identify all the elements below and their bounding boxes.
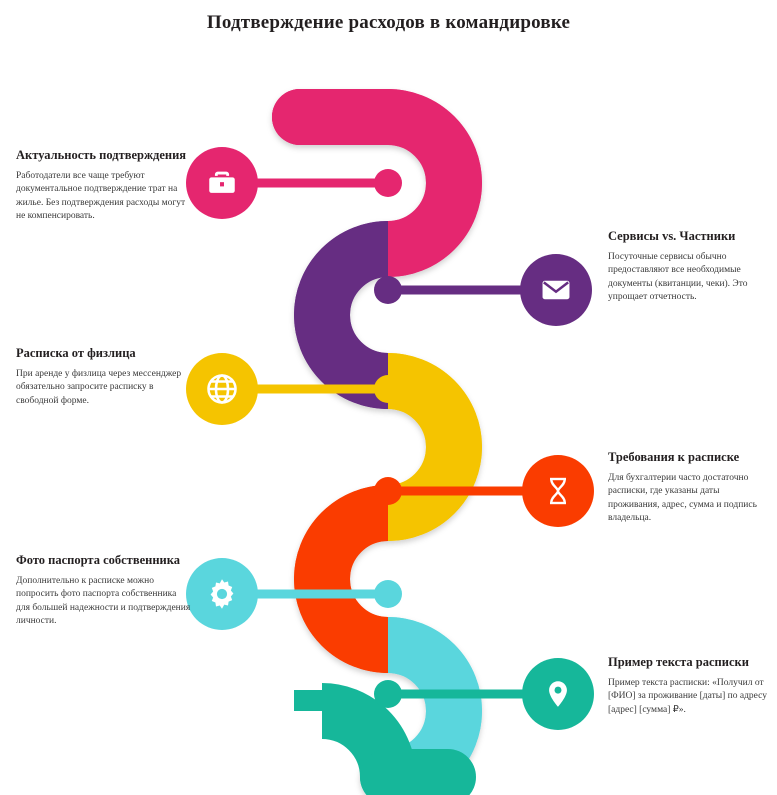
gear-icon bbox=[204, 576, 240, 612]
step-node-receipt-from-individual[interactable] bbox=[186, 353, 258, 425]
globe-icon bbox=[204, 371, 240, 407]
step-text-receipt-from-individual bbox=[16, 346, 191, 408]
step-text-receipt-requirements bbox=[608, 450, 768, 526]
step-node-owner-passport-photo[interactable] bbox=[186, 558, 258, 630]
step-body: Дополнительно к расписке можно попросить фото паспорта собственника для большей надежности и подтверждения личности. bbox=[16, 575, 191, 627]
step-body: Пример текста расписки: «Получил от [ФИО] за проживание [даты] по адресу [адрес] [сумма] ₽». bbox=[608, 677, 767, 715]
page-title: Подтверждение расходов в командировке bbox=[206, 12, 571, 33]
envelope-icon bbox=[539, 273, 573, 307]
briefcase-icon bbox=[205, 166, 239, 200]
step-body: При аренде у физлица через мессенджер обязательно запросите расписку в свободной форме. bbox=[16, 368, 182, 406]
step-text-services-vs-private bbox=[608, 229, 768, 305]
step-text-receipt-text-example bbox=[608, 655, 768, 717]
step-node-receipt-requirements[interactable] bbox=[522, 455, 594, 527]
step-body: Работодатели все чаще требуют документальное подтверждение трат на жилье. Без подтверждения расходы могут не компенсировать. bbox=[16, 170, 186, 222]
step-node-relevance[interactable] bbox=[186, 147, 258, 219]
step-title: Требования к расписке bbox=[608, 450, 740, 464]
step-title: Фото паспорта собственника bbox=[16, 553, 180, 567]
location-pin-icon bbox=[542, 678, 574, 710]
step-title: Сервисы vs. Частники bbox=[608, 229, 736, 243]
step-node-receipt-text-example[interactable] bbox=[522, 658, 594, 730]
hourglass-icon bbox=[542, 475, 574, 507]
step-body: Посуточные сервисы обычно предоставляют все необходимые документы (квитанции, чеки). Это упрощает отчетность. bbox=[608, 251, 748, 303]
step-node-services-vs-private[interactable] bbox=[520, 254, 592, 326]
step-title: Расписка от физлица bbox=[16, 346, 136, 360]
step-text-owner-passport-photo bbox=[16, 553, 191, 629]
step-body: Для бухгалтерии часто достаточно расписки, где указаны даты проживания, адрес, сумма и подпись владельца. bbox=[608, 472, 757, 524]
step-title: Актуальность подтверждения bbox=[16, 148, 187, 162]
step-title: Пример текста расписки bbox=[608, 655, 749, 669]
step-text-relevance bbox=[16, 148, 191, 224]
